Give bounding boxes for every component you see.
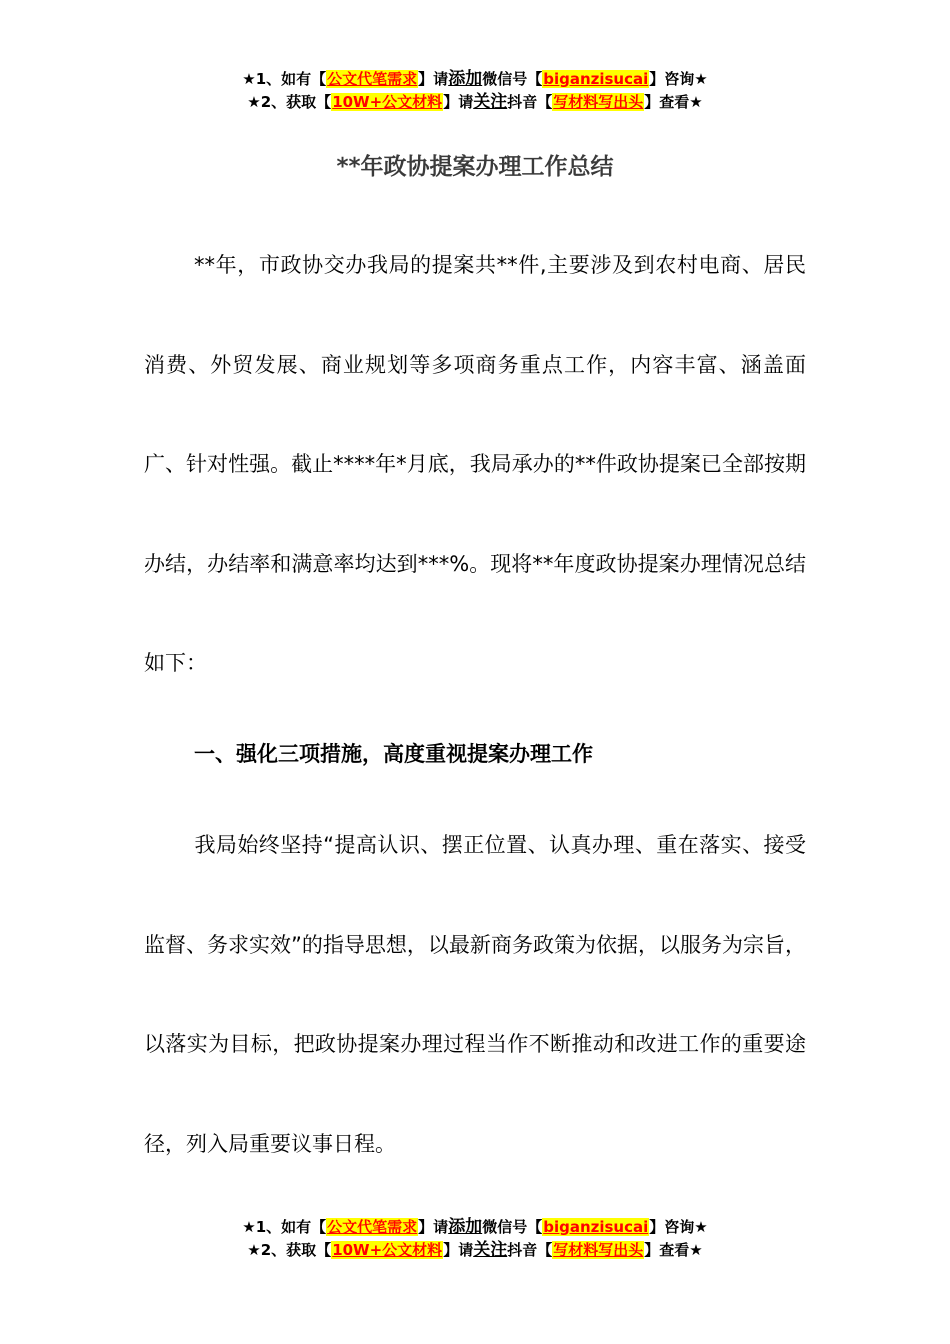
header-banner [0, 68, 950, 114]
banner-line-2: ★2、获取【10W+公文材料】请关注抖音【写材料写出头】查看★ [247, 92, 703, 112]
banner-line-1: ★1、如有【公文代笔需求】请添加微信号【biganzisucai】咨询★ [242, 69, 708, 89]
section-1-paragraph [144, 796, 806, 1194]
douyin-account-link[interactable]: 写材料写出头 [553, 1241, 644, 1259]
section-1-text: 我局始终坚持“提高认识、摆正位置、认真办理、重在落实、接受监督、务求实效”的指导思想，以最新商务政策为依据，以服务为宗旨，以落实为目标，把政协提案办理过程当作不断推动和改进工作的重要途径，列入局重要议事日程。 [144, 833, 806, 1156]
service-highlight: 公文代笔需求 [327, 70, 418, 88]
douyin-account-link[interactable]: 写材料写出头 [553, 93, 644, 111]
add-emphasis: 添加 [448, 1217, 483, 1237]
banner-line-1: ★1、如有【公文代笔需求】请添加微信号【biganzisucai】咨询★ [242, 1217, 708, 1237]
wechat-id-link[interactable]: biganzisucai [543, 70, 649, 88]
intro-paragraph [144, 216, 806, 714]
service-highlight: 公文代笔需求 [327, 1218, 418, 1236]
wechat-id-link[interactable]: biganzisucai [543, 1218, 649, 1236]
add-emphasis: 添加 [448, 69, 483, 89]
banner-line-2: ★2、获取【10W+公文材料】请关注抖音【写材料写出头】查看★ [247, 1240, 703, 1260]
document-title: **年政协提案办理工作总结 [336, 154, 614, 180]
follow-emphasis: 关注 [473, 1240, 508, 1260]
materials-highlight: 10W+公文材料 [332, 1241, 443, 1259]
materials-highlight: 10W+公文材料 [332, 93, 443, 111]
follow-emphasis: 关注 [473, 92, 508, 112]
footer-banner [0, 1216, 950, 1262]
intro-text: **年，市政协交办我局的提案共**件,主要涉及到农村电商、居民消费、外贸发展、商业规划等多项商务重点工作，内容丰富、涵盖面广、针对性强。截止****年*月底，我局承办的**件政协提案已全部按期办结，办结率和满意率均达到***%。现将**年度政协提案办理情况总结如下： [144, 253, 806, 675]
section-heading-1: 一、强化三项措施，高度重视提案办理工作 [194, 742, 593, 766]
